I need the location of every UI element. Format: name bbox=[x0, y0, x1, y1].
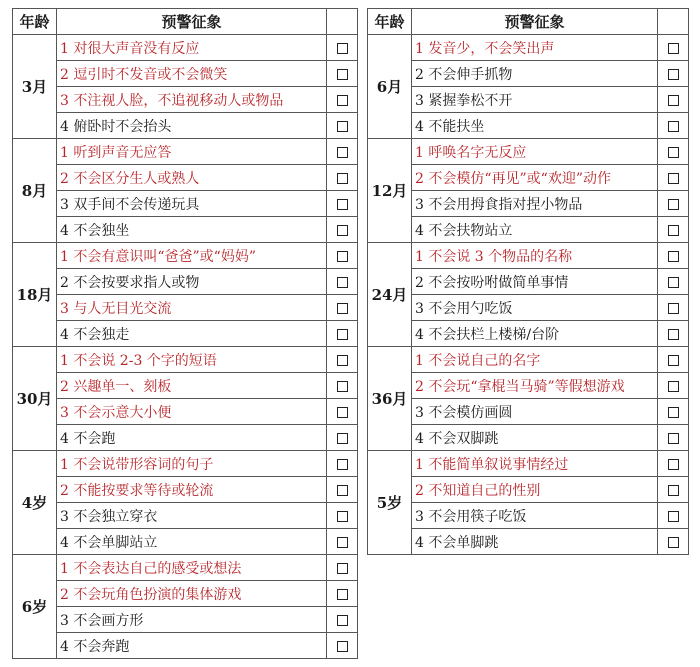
warning-sign-text: 1 不会说带形容词的句子 bbox=[57, 451, 327, 477]
checkbox[interactable] bbox=[337, 173, 348, 184]
table-row bbox=[368, 165, 689, 191]
checkbox-cell[interactable] bbox=[658, 373, 689, 399]
age-label: 6岁 bbox=[13, 555, 57, 659]
table-row bbox=[368, 321, 689, 347]
warning-sign-text: 1 不会说 3 个物品的名称 bbox=[412, 243, 658, 269]
warning-sign-text: 4 不会独坐 bbox=[57, 217, 327, 243]
warning-sign-text: 1 不会有意识叫“爸爸”或“妈妈” bbox=[57, 243, 327, 269]
checkbox-cell[interactable] bbox=[658, 35, 689, 61]
table-row bbox=[13, 373, 358, 399]
checkbox[interactable] bbox=[668, 251, 679, 262]
checkbox[interactable] bbox=[337, 121, 348, 132]
checkbox[interactable] bbox=[668, 277, 679, 288]
checkbox-cell[interactable] bbox=[327, 399, 358, 425]
signs-header: 预警征象 bbox=[412, 9, 658, 35]
warning-sign-text: 2 不会伸手抓物 bbox=[412, 61, 658, 87]
warning-sign-text: 2 不会模仿“再见”或“欢迎”动作 bbox=[412, 165, 658, 191]
checkbox-cell[interactable] bbox=[327, 555, 358, 581]
checkbox[interactable] bbox=[668, 511, 679, 522]
warning-sign-text: 4 不会跑 bbox=[57, 425, 327, 451]
warning-sign-text: 2 不会玩“拿棍当马骑”等假想游戏 bbox=[412, 373, 658, 399]
checkbox-cell[interactable] bbox=[658, 243, 689, 269]
checkbox[interactable] bbox=[668, 225, 679, 236]
checkbox[interactable] bbox=[668, 303, 679, 314]
checkbox[interactable] bbox=[668, 329, 679, 340]
table-row bbox=[368, 503, 689, 529]
table-row bbox=[13, 503, 358, 529]
checkbox[interactable] bbox=[337, 95, 348, 106]
warning-sign-text: 1 对很大声音没有反应 bbox=[57, 35, 327, 61]
table-row bbox=[368, 35, 689, 61]
checkbox-cell[interactable] bbox=[327, 139, 358, 165]
checkbox[interactable] bbox=[337, 563, 348, 574]
checkbox-cell[interactable] bbox=[327, 477, 358, 503]
warning-sign-text: 2 兴趣单一、刻板 bbox=[57, 373, 327, 399]
table-row bbox=[368, 399, 689, 425]
table-row bbox=[13, 35, 358, 61]
table-row bbox=[13, 61, 358, 87]
table-row bbox=[13, 581, 358, 607]
warning-sign-text: 1 不会表达自己的感受或想法 bbox=[57, 555, 327, 581]
checkbox[interactable] bbox=[337, 277, 348, 288]
table-row bbox=[13, 425, 358, 451]
checkbox[interactable] bbox=[668, 69, 679, 80]
warning-sign-text: 3 不会模仿画圆 bbox=[412, 399, 658, 425]
checkbox[interactable] bbox=[337, 381, 348, 392]
checkbox[interactable] bbox=[337, 589, 348, 600]
header-row bbox=[368, 9, 689, 35]
checkbox[interactable] bbox=[668, 121, 679, 132]
checkbox-cell[interactable] bbox=[327, 295, 358, 321]
table-row bbox=[368, 87, 689, 113]
table-row bbox=[368, 61, 689, 87]
checkbox[interactable] bbox=[337, 459, 348, 470]
age-label: 36月 bbox=[368, 347, 412, 451]
table-row bbox=[368, 191, 689, 217]
checkbox-cell[interactable] bbox=[658, 295, 689, 321]
checkbox-cell[interactable] bbox=[327, 633, 358, 659]
checkbox[interactable] bbox=[337, 511, 348, 522]
age-label: 4岁 bbox=[13, 451, 57, 555]
checkbox[interactable] bbox=[337, 407, 348, 418]
table-row bbox=[13, 607, 358, 633]
table-row bbox=[13, 321, 358, 347]
warning-sign-text: 1 呼唤名字无反应 bbox=[412, 139, 658, 165]
checkbox-cell[interactable] bbox=[658, 451, 689, 477]
table-row bbox=[13, 165, 358, 191]
checkbox[interactable] bbox=[668, 433, 679, 444]
checkbox-cell[interactable] bbox=[327, 87, 358, 113]
warning-sign-text: 4 不会单脚跳 bbox=[412, 529, 658, 555]
checkbox-header bbox=[658, 9, 689, 35]
warning-sign-text: 3 与人无目光交流 bbox=[57, 295, 327, 321]
checkbox[interactable] bbox=[337, 537, 348, 548]
checkbox[interactable] bbox=[668, 459, 679, 470]
age-header: 年龄 bbox=[368, 9, 412, 35]
checkbox[interactable] bbox=[668, 355, 679, 366]
table-row bbox=[13, 217, 358, 243]
table-row bbox=[13, 477, 358, 503]
table-row bbox=[13, 347, 358, 373]
checkbox[interactable] bbox=[337, 433, 348, 444]
checkbox[interactable] bbox=[337, 641, 348, 652]
checkbox-cell[interactable] bbox=[327, 529, 358, 555]
checkbox-cell[interactable] bbox=[658, 347, 689, 373]
checkbox-cell[interactable] bbox=[327, 503, 358, 529]
table-row bbox=[368, 243, 689, 269]
warning-sign-text: 4 不会奔跑 bbox=[57, 633, 327, 659]
checkbox[interactable] bbox=[337, 43, 348, 54]
age-label: 5岁 bbox=[368, 451, 412, 555]
table-row bbox=[13, 555, 358, 581]
warning-sign-text: 4 不会单脚站立 bbox=[57, 529, 327, 555]
checkbox-cell[interactable] bbox=[658, 87, 689, 113]
warning-sign-text: 4 俯卧时不会抬头 bbox=[57, 113, 327, 139]
checkbox-cell[interactable] bbox=[327, 607, 358, 633]
age-label: 24月 bbox=[368, 243, 412, 347]
checkbox[interactable] bbox=[337, 615, 348, 626]
age-label: 3月 bbox=[13, 35, 57, 139]
warning-sign-text: 3 不会画方形 bbox=[57, 607, 327, 633]
checkbox-cell[interactable] bbox=[327, 243, 358, 269]
checkbox[interactable] bbox=[668, 43, 679, 54]
checkbox[interactable] bbox=[337, 355, 348, 366]
warning-sign-text: 2 不会区分生人或熟人 bbox=[57, 165, 327, 191]
warning-sign-text: 2 不会玩角色扮演的集体游戏 bbox=[57, 581, 327, 607]
warning-sign-text: 4 不会独走 bbox=[57, 321, 327, 347]
checkbox[interactable] bbox=[668, 485, 679, 496]
table-row bbox=[13, 113, 358, 139]
table-row bbox=[13, 399, 358, 425]
warning-sign-text: 2 不知道自己的性别 bbox=[412, 477, 658, 503]
warning-sign-text: 4 不能扶坐 bbox=[412, 113, 658, 139]
age-header: 年龄 bbox=[13, 9, 57, 35]
checkbox-cell[interactable] bbox=[658, 191, 689, 217]
checkbox[interactable] bbox=[337, 69, 348, 80]
checkbox[interactable] bbox=[668, 537, 679, 548]
checkbox-cell[interactable] bbox=[658, 399, 689, 425]
table-row bbox=[368, 477, 689, 503]
checkbox-cell[interactable] bbox=[327, 217, 358, 243]
warning-sign-text: 3 不会独立穿衣 bbox=[57, 503, 327, 529]
warning-sign-text: 1 听到声音无应答 bbox=[57, 139, 327, 165]
checkbox-cell[interactable] bbox=[327, 373, 358, 399]
age-label: 8月 bbox=[13, 139, 57, 243]
table-row bbox=[368, 139, 689, 165]
checkbox-cell[interactable] bbox=[327, 113, 358, 139]
checkbox-cell[interactable] bbox=[327, 35, 358, 61]
warning-sign-text: 3 不会示意大小便 bbox=[57, 399, 327, 425]
checkbox-cell[interactable] bbox=[327, 269, 358, 295]
checkbox-cell[interactable] bbox=[658, 321, 689, 347]
checkbox[interactable] bbox=[668, 95, 679, 106]
checkbox-cell[interactable] bbox=[327, 165, 358, 191]
table-row bbox=[13, 633, 358, 659]
table-row bbox=[368, 425, 689, 451]
checkbox[interactable] bbox=[668, 147, 679, 158]
table-row bbox=[368, 269, 689, 295]
checkbox[interactable] bbox=[668, 173, 679, 184]
checkbox[interactable] bbox=[337, 251, 348, 262]
warning-sign-text: 3 双手间不会传递玩具 bbox=[57, 191, 327, 217]
warning-sign-text: 3 不注视人脸，不追视移动人或物品 bbox=[57, 87, 327, 113]
age-label: 18月 bbox=[13, 243, 57, 347]
warning-table-left bbox=[12, 8, 358, 659]
checkbox[interactable] bbox=[337, 199, 348, 210]
checkbox-cell[interactable] bbox=[658, 529, 689, 555]
checkbox-cell[interactable] bbox=[658, 61, 689, 87]
checkbox-cell[interactable] bbox=[327, 61, 358, 87]
checkbox[interactable] bbox=[337, 485, 348, 496]
checkbox[interactable] bbox=[337, 329, 348, 340]
warning-sign-text: 1 不会说自己的名字 bbox=[412, 347, 658, 373]
age-label: 6月 bbox=[368, 35, 412, 139]
checkbox-cell[interactable] bbox=[658, 217, 689, 243]
warning-sign-text: 3 紧握拳松不开 bbox=[412, 87, 658, 113]
warning-sign-text: 3 不会用勺吃饭 bbox=[412, 295, 658, 321]
table-row bbox=[368, 217, 689, 243]
table-row bbox=[13, 243, 358, 269]
warning-sign-text: 4 不会双脚跳 bbox=[412, 425, 658, 451]
checkbox-cell[interactable] bbox=[327, 581, 358, 607]
checkbox[interactable] bbox=[668, 407, 679, 418]
table-row bbox=[13, 269, 358, 295]
table-row bbox=[368, 113, 689, 139]
checkbox[interactable] bbox=[337, 225, 348, 236]
checkbox[interactable] bbox=[668, 199, 679, 210]
checkbox-cell[interactable] bbox=[658, 503, 689, 529]
warning-sign-text: 2 逗引时不发音或不会微笑 bbox=[57, 61, 327, 87]
table-row bbox=[368, 451, 689, 477]
signs-header: 预警征象 bbox=[57, 9, 327, 35]
warning-sign-text: 2 不会按要求指人或物 bbox=[57, 269, 327, 295]
checkbox[interactable] bbox=[337, 147, 348, 158]
checkbox[interactable] bbox=[668, 381, 679, 392]
checkbox-cell[interactable] bbox=[658, 269, 689, 295]
checkbox-cell[interactable] bbox=[658, 425, 689, 451]
checkbox-header bbox=[327, 9, 358, 35]
age-label: 30月 bbox=[13, 347, 57, 451]
warning-sign-text: 3 不会用筷子吃饭 bbox=[412, 503, 658, 529]
warning-sign-text: 3 不会用拇食指对捏小物品 bbox=[412, 191, 658, 217]
table-row bbox=[368, 529, 689, 555]
warning-table-right bbox=[367, 8, 689, 555]
checkbox-cell[interactable] bbox=[658, 165, 689, 191]
table-row bbox=[13, 295, 358, 321]
table-row bbox=[13, 451, 358, 477]
warning-sign-text: 2 不会按吩咐做简单事情 bbox=[412, 269, 658, 295]
warning-sign-text: 1 不会说 2-3 个字的短语 bbox=[57, 347, 327, 373]
checkbox-cell[interactable] bbox=[658, 139, 689, 165]
header-row bbox=[13, 9, 358, 35]
age-label: 12月 bbox=[368, 139, 412, 243]
checkbox-cell[interactable] bbox=[327, 347, 358, 373]
table-row bbox=[13, 139, 358, 165]
checkbox-cell[interactable] bbox=[658, 113, 689, 139]
warning-sign-text: 1 发音少，不会笑出声 bbox=[412, 35, 658, 61]
table-row bbox=[368, 347, 689, 373]
warning-sign-text: 4 不会扶栏上楼梯/台阶 bbox=[412, 321, 658, 347]
checkbox-cell[interactable] bbox=[327, 191, 358, 217]
checkbox-cell[interactable] bbox=[327, 451, 358, 477]
table-row bbox=[368, 295, 689, 321]
checkbox-cell[interactable] bbox=[327, 425, 358, 451]
table-row bbox=[368, 373, 689, 399]
warning-sign-text: 4 不会扶物站立 bbox=[412, 217, 658, 243]
checkbox[interactable] bbox=[337, 303, 348, 314]
checkbox-cell[interactable] bbox=[327, 321, 358, 347]
table-row bbox=[13, 191, 358, 217]
table-row bbox=[13, 87, 358, 113]
warning-sign-text: 1 不能简单叙说事情经过 bbox=[412, 451, 658, 477]
warning-sign-text: 2 不能按要求等待或轮流 bbox=[57, 477, 327, 503]
checkbox-cell[interactable] bbox=[658, 477, 689, 503]
table-row bbox=[13, 529, 358, 555]
